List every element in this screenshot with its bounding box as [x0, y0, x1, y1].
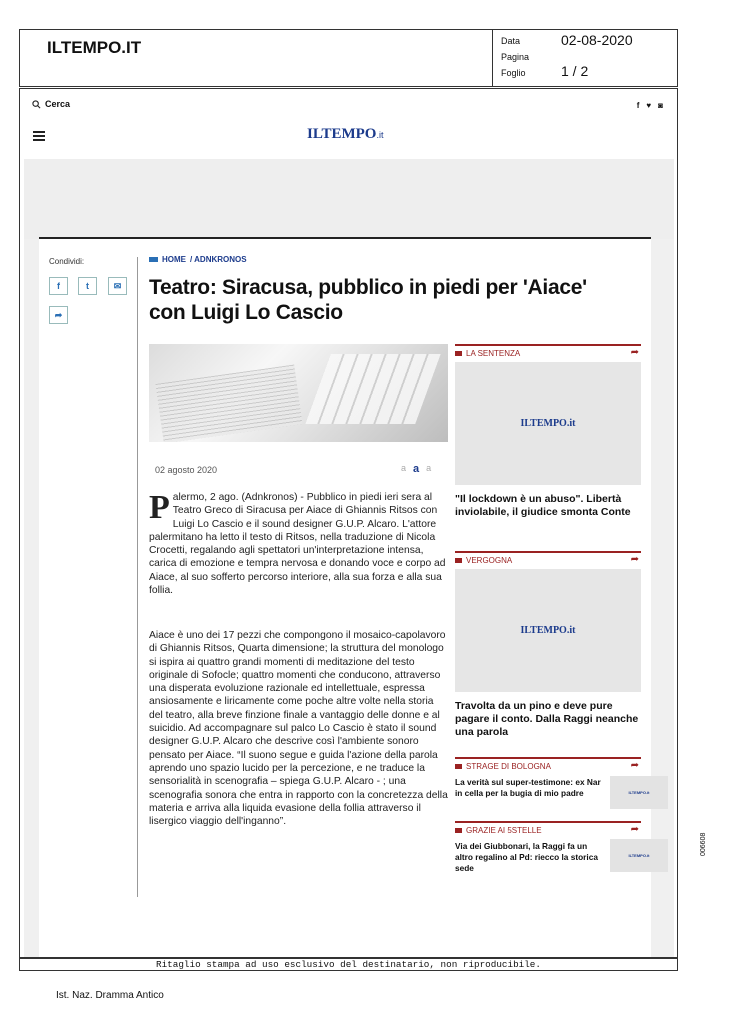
paragraph-1-text: alermo, 2 ago. (Adnkronos) - Pubblico in piedi ieri sera al Teatro Greco di Siracusa per Aiace di Ghiannis Ritsos con Luigi Lo Cascio e il sound designer G.U.P. Alcaro. L'attore palermitano ha letto il testo di Ritsos, nella traduzione di Nicola Crocetti, regalando agli spettatori un'interpretazione intensa, carica di emozione e tempra nervosa e donando voce e corpo ad Aiace, al suo sofferto percorso interiore, alla sua forza e alla sua follia. [149, 492, 446, 597]
font-size-controls [401, 463, 431, 475]
article-image [149, 344, 448, 442]
side-code: 006608 [700, 832, 707, 856]
share-email-button[interactable]: ✉ [108, 277, 127, 295]
share-arrow-icon[interactable]: ➦ [630, 760, 639, 771]
sidebar-headline[interactable]: Via dei Giubbonari, la Raggi fa un altro regalino al Pd: riecco la storica sede [455, 841, 598, 873]
sidebar-headline[interactable]: "Il lockdown è un abuso". Libertà inviolabile, il giudice smonta Conte [455, 493, 631, 518]
instagram-icon[interactable]: ◙ [658, 101, 663, 110]
sheet-value: 1 / 2 [561, 63, 589, 79]
sidebar-headline[interactable]: Travolta da un pino e deve pure pagare il conto. Dalla Raggi neanche una parola [455, 700, 639, 738]
article-paragraph-1 [149, 491, 449, 597]
share-arrow-icon[interactable]: ➦ [630, 554, 639, 565]
sidebar-section-label[interactable] [455, 821, 641, 835]
share-label: Condividi: [49, 257, 85, 266]
sidebar-section-label[interactable] [455, 551, 641, 565]
section-name: STRAGE DI BOLOGNA [466, 762, 551, 771]
recipient-name: Ist. Naz. Dramma Antico [56, 990, 164, 1001]
clipping-meta [492, 30, 679, 86]
search-button[interactable] [32, 99, 70, 109]
breadcrumb-home[interactable]: HOME [162, 255, 186, 264]
web-page [19, 88, 678, 958]
placeholder-logo: ILTEMPO.it [520, 418, 576, 429]
article-headline: Teatro: Siracusa, pubblico in piedi per 'Aiace' con Luigi Lo Cascio [149, 276, 587, 324]
sheet-label: Foglio [501, 68, 526, 78]
sidebar-section-label[interactable] [455, 757, 641, 771]
divider [137, 257, 138, 897]
share-arrow-icon[interactable]: ➦ [630, 824, 639, 835]
search-icon [32, 100, 41, 109]
sidebar-section-label[interactable] [455, 344, 641, 358]
sidebar-thumbnail[interactable]: ILTEMPO.it [610, 839, 668, 872]
sidebar-headline[interactable]: La verità sul super-testimone: ex Nar in cella per la bugia di mio padre [455, 777, 601, 798]
sidebar-thumbnail[interactable]: ILTEMPO.it [610, 776, 668, 809]
date-value: 02-08-2020 [561, 32, 633, 48]
facebook-icon[interactable]: f [636, 101, 640, 110]
section-name: VERGOGNA [466, 556, 513, 565]
logo-text: ILTEMPO [307, 126, 377, 142]
ad-banner [24, 159, 674, 239]
breadcrumb-section[interactable]: / ADNKRONOS [190, 255, 247, 264]
share-more-button[interactable]: ➦ [49, 306, 68, 324]
drop-cap: P [149, 489, 170, 526]
menu-icon[interactable] [33, 131, 45, 143]
sidebar-image[interactable] [455, 569, 641, 692]
clipping-header [19, 29, 678, 87]
twitter-icon[interactable]: ♥ [646, 101, 652, 110]
logo-suffix: .it [376, 130, 384, 140]
share-arrow-icon[interactable]: ➦ [630, 347, 639, 358]
font-large-button[interactable]: a [426, 463, 432, 473]
article-container [39, 237, 651, 958]
date-label: Data [501, 36, 521, 46]
share-facebook-button[interactable]: f [49, 277, 68, 295]
site-header [20, 89, 677, 169]
clipping-footer: Ritaglio stampa ad uso esclusivo del destinatario, non riproducibile. [19, 958, 678, 971]
font-medium-button[interactable]: a [413, 463, 420, 475]
page-label: Pagina [501, 52, 530, 62]
social-links [637, 101, 663, 110]
sidebar-image[interactable] [455, 362, 641, 485]
article-paragraph-2: Aiace è uno dei 17 pezzi che compongono il mosaico-capolavoro di Ghiannis Ritsos, Quarta dimensione; la struttura del monologo si ispira ai quattro grandi momenti di meditazione del testo originale di Sofocle; quattro momenti che conducono, attraverso una disperata evoluzione razionale ed intellettuale, espressa ansiosamente e liricamente come poche altre volte nella storia del teatro, alla breve finzione finale a vantaggio delle donne e al suicidio. Ad accompagnare sul palco Lo Cascio è stato il sound designer G.U.P. Alcaro che descrive così l'ambiente sonoro pensato per Aiace. “Il suono segue e guida l'azione della parola aprendo uno spazio lucido per la percezione, e ne traduce la sensorialità in scenografia – spiega G.U.P. Alcaro - ; una scenografia sonora che entra in rapporto con la concretezza della materia e arriva alla liquida evasione della follia attraverso il lisergico viaggio dell'inganno”. [149, 630, 448, 828]
section-name: LA SENTENZA [466, 349, 521, 358]
article-date: 02 agosto 2020 [155, 465, 218, 475]
font-small-button[interactable]: a [401, 463, 407, 473]
clipping-source: ILTEMPO.IT [47, 38, 142, 57]
breadcrumb [149, 255, 247, 264]
share-twitter-button[interactable]: t [78, 277, 97, 295]
search-label: Cerca [45, 99, 71, 109]
section-name: GRAZIE AI 5STELLE [466, 826, 542, 835]
placeholder-logo: ILTEMPO.it [520, 625, 576, 636]
site-logo[interactable] [307, 126, 383, 143]
